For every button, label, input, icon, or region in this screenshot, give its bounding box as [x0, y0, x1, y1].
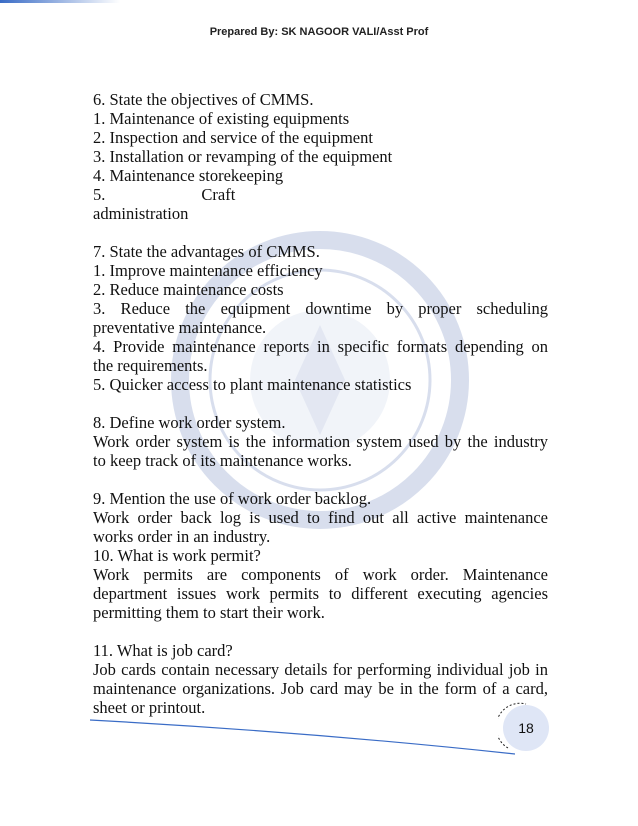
list-item-5 — [93, 185, 548, 204]
list-item: 1. Maintenance of existing equipments — [93, 109, 350, 128]
document-body — [93, 90, 548, 717]
answer-line: works order in an industry. — [93, 527, 271, 546]
list-item-5-continuation: administration — [93, 204, 189, 223]
top-accent-rule — [0, 0, 120, 3]
answer-line: Job cards contain necessary details for performing individual job in — [93, 660, 548, 679]
list-item: 1. Improve maintenance efficiency — [93, 261, 323, 280]
list-item: 4. Maintenance storekeeping — [93, 166, 284, 185]
answer-line: permitting them to start their work. — [93, 603, 325, 622]
list-item-5-number: 5. — [93, 185, 106, 204]
list-item: 3. Reduce the equipment downtime by proper scheduling — [93, 299, 548, 318]
question-11: 11. What is job card? — [93, 641, 233, 660]
footer-rule — [90, 712, 515, 757]
list-item: 2. Inspection and service of the equipment — [93, 128, 373, 147]
list-item: 3. Installation or revamping of the equipment — [93, 147, 393, 166]
answer-line: Work order system is the information system used by the industry — [93, 432, 548, 451]
answer-line: Work permits are components of work order. Maintenance — [93, 565, 548, 584]
question-9: 9. Mention the use of work order backlog. — [93, 489, 372, 508]
list-item-continuation: preventative maintenance. — [93, 318, 267, 337]
answer-line: Work order back log is used to find out all active maintenance — [93, 508, 548, 527]
page-header: Prepared By: SK NAGOOR VALI/Asst Prof — [209, 26, 429, 38]
answer-line: department issues work permits to different executing agencies — [93, 584, 548, 603]
list-item: 5. Quicker access to plant maintenance statistics — [93, 375, 412, 394]
question-7: 7. State the advantages of CMMS. — [93, 242, 320, 261]
answer-line: maintenance organizations. Job card may be in the form of a card, — [93, 679, 548, 698]
question-6: 6. State the objectives of CMMS. — [93, 90, 314, 109]
list-item: 2. Reduce maintenance costs — [93, 280, 284, 299]
list-item: 4. Provide maintenance reports in specific formats depending on — [93, 337, 548, 356]
list-item-continuation: the requirements. — [93, 356, 208, 375]
question-10: 10. What is work permit? — [93, 546, 261, 565]
question-8: 8. Define work order system. — [93, 413, 286, 432]
answer-line: to keep track of its maintenance works. — [93, 451, 352, 470]
answer-line: sheet or printout. — [93, 698, 206, 717]
page-number: 18 — [503, 705, 549, 751]
list-item-5-word: Craft — [201, 185, 236, 204]
